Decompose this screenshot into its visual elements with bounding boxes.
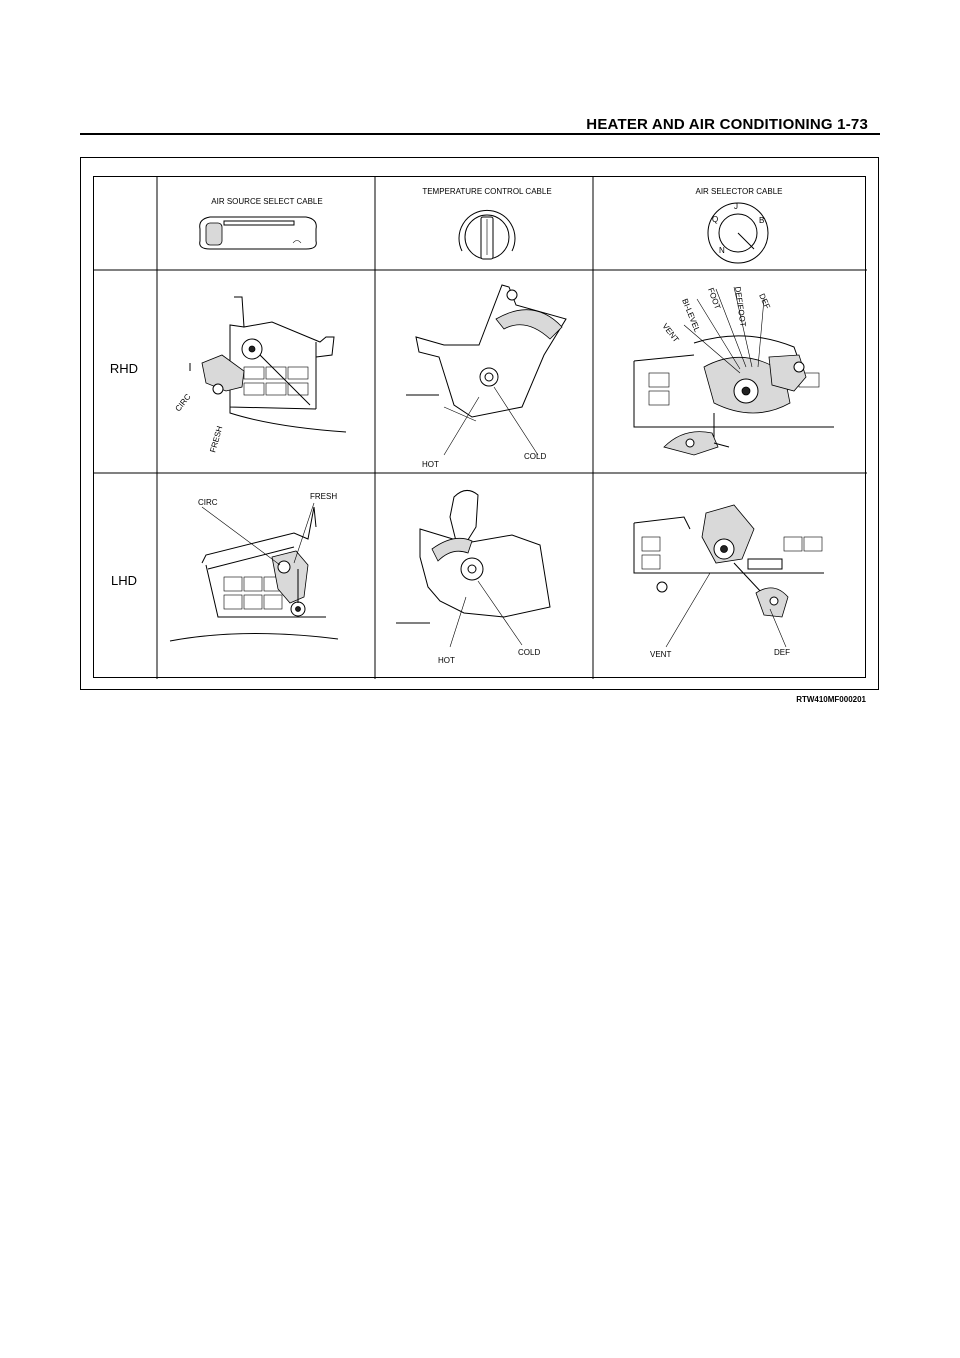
table-drawing xyxy=(94,177,867,679)
air-selector-knob-illustration xyxy=(708,202,768,263)
header-rule xyxy=(80,133,880,135)
rhd-def-label: DEF xyxy=(757,292,772,311)
rhd-circ-label: CIRC xyxy=(173,392,193,414)
lhd-def-label: DEF xyxy=(774,648,790,657)
rhd-bilevel-label: BI-LEVEL xyxy=(680,297,702,334)
svg-text:J: J xyxy=(734,202,738,211)
cable-adjustment-table xyxy=(93,176,866,678)
rhd-air-source-mechanism xyxy=(190,297,346,432)
row-label-lhd: LHD xyxy=(110,573,138,588)
svg-text:B: B xyxy=(759,216,765,225)
rhd-fresh-label: FRESH xyxy=(208,424,225,454)
lhd-air-selector-mechanism xyxy=(634,505,824,647)
air-source-slider-illustration xyxy=(200,217,317,249)
rhd-deffoot-label: DEF/FOOT xyxy=(733,286,748,328)
column-header-temperature: TEMPERATURE CONTROL CABLE xyxy=(422,187,552,196)
lhd-hot-label: HOT xyxy=(438,656,455,665)
lhd-vent-label: VENT xyxy=(650,650,672,659)
svg-text:Q: Q xyxy=(712,215,719,224)
column-header-air-source: AIR SOURCE SELECT CABLE xyxy=(211,197,323,206)
lhd-fresh-label: FRESH xyxy=(310,492,338,501)
lhd-circ-label: CIRC xyxy=(198,498,218,507)
row-label-rhd: RHD xyxy=(109,361,139,376)
rhd-hot-label: HOT xyxy=(422,460,439,469)
figure-code: RTW410MF000201 xyxy=(796,695,866,704)
rhd-temperature-mechanism xyxy=(406,285,566,455)
svg-text:N: N xyxy=(719,246,725,255)
lhd-cold-label: COLD xyxy=(518,648,541,657)
rhd-cold-label: COLD xyxy=(524,452,547,461)
rhd-foot-label: FOOT xyxy=(706,286,723,311)
lhd-air-source-mechanism xyxy=(170,503,338,641)
page-header-title: HEATER AND AIR CONDITIONING 1-73 xyxy=(586,116,868,133)
temperature-knob-illustration xyxy=(459,210,515,259)
rhd-vent-label: VENT xyxy=(660,321,681,345)
lhd-temperature-mechanism xyxy=(396,490,550,647)
rhd-air-selector-mechanism xyxy=(634,287,834,455)
column-header-air-selector: AIR SELECTOR CABLE xyxy=(695,187,783,196)
